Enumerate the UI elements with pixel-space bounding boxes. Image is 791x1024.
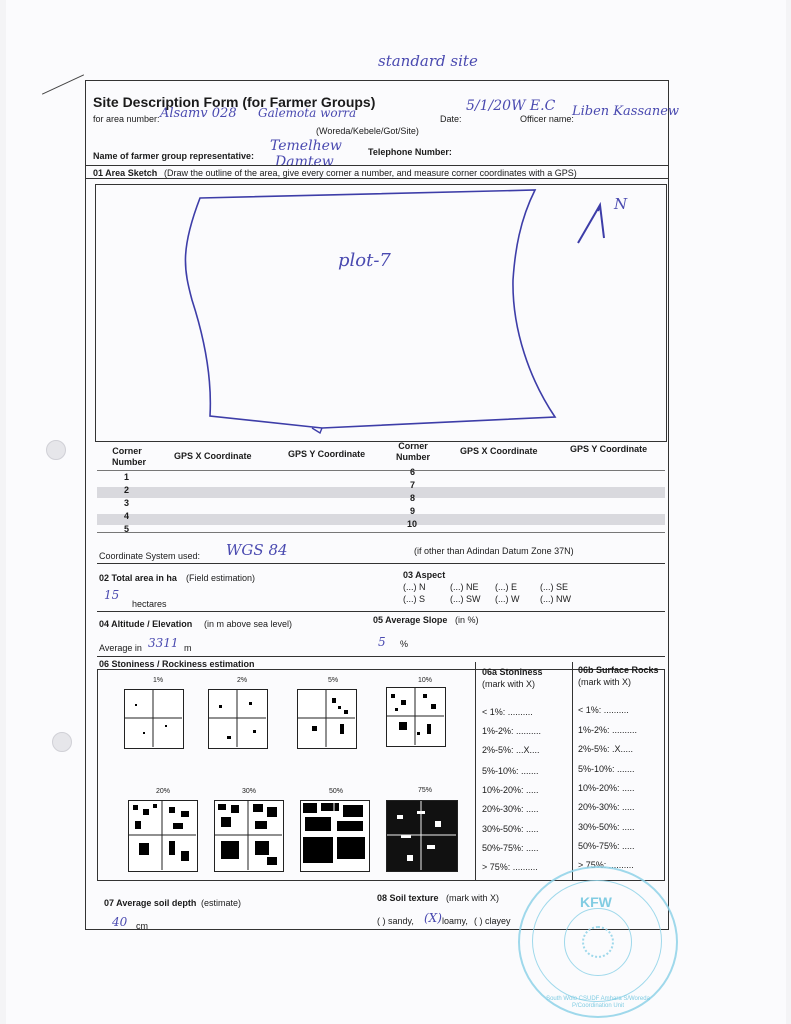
stoniness-image-5pct — [297, 689, 357, 749]
stoniness-image-1pct — [124, 689, 184, 749]
soil-texture-heading-note: (mark with X) — [446, 893, 500, 903]
coord-label: Coordinate System used: — [99, 551, 201, 561]
stoniness-image-10pct — [386, 687, 446, 747]
official-stamp — [518, 866, 678, 1018]
rep-value-2: Damtew — [275, 154, 334, 170]
date-value: 5/1/20W E.C — [466, 98, 556, 114]
area-number-value: Alsamv 028 — [160, 106, 237, 121]
col-a-opt[interactable]: < 1%: .......... — [482, 707, 533, 717]
phone-label: Telephone Number: — [368, 147, 452, 157]
aspect-sw[interactable]: (...) SW — [450, 594, 481, 604]
gpsx-header-left: GPS X Coordinate — [174, 451, 252, 461]
stamp-center: KFW — [580, 894, 612, 910]
top-note: standard site — [378, 52, 478, 70]
gpsy-header-right: GPS Y Coordinate — [570, 444, 648, 454]
texture-mark: (X) — [424, 911, 442, 925]
altitude-heading-note: (in m above sea level) — [204, 619, 293, 629]
gpsx-header-right: GPS X Coordinate — [460, 446, 538, 456]
table-row — [97, 514, 665, 525]
texture-clayey[interactable]: ( ) clayey — [474, 916, 511, 926]
coord-suffix: (if other than Adindan Datum Zone 37N) — [414, 546, 574, 556]
gpsy-header-left: GPS Y Coordinate — [288, 449, 366, 459]
altitude-unit: m — [184, 643, 192, 653]
soil-texture-heading: 08 Soil texture — [377, 893, 439, 903]
stoniness-heading: 06 Stoniness / Rockiness estimation — [99, 659, 255, 669]
area-unit: hectares — [132, 599, 167, 609]
corner-7: 7 — [410, 480, 416, 490]
slope-heading-note: (in %) — [455, 615, 479, 625]
corner-1: 1 — [124, 472, 130, 482]
soil-depth-heading-note: (estimate) — [201, 898, 242, 908]
img-label: 5% — [328, 677, 339, 684]
divider — [97, 563, 665, 564]
divider — [572, 662, 573, 881]
col-a-opt[interactable]: 5%-10%: ....... — [482, 766, 539, 776]
soil-depth-unit: cm — [136, 921, 148, 931]
col-a-opt[interactable]: 50%-75%: ..... — [482, 843, 539, 853]
img-label: 1% — [153, 677, 164, 684]
col-a-opt[interactable]: 10%-20%: ..... — [482, 785, 539, 795]
col-a-opt[interactable]: 30%-50%: ..... — [482, 824, 539, 834]
col-b-opt[interactable]: 10%-20%: ..... — [578, 783, 635, 793]
rep-label: Name of farmer group representative: — [93, 151, 255, 161]
img-label: 30% — [242, 788, 257, 795]
aspect-w[interactable]: (...) W — [495, 594, 520, 604]
officer-value: Liben Kassanew — [572, 104, 680, 119]
area-heading: 02 Total area in ha — [99, 573, 177, 583]
table-row — [97, 487, 665, 498]
col-b-opt[interactable]: 50%-75%: ..... — [578, 841, 635, 851]
img-label: 50% — [329, 788, 344, 795]
texture-loamy[interactable]: loamy, — [442, 916, 468, 926]
divider — [475, 662, 476, 881]
stoniness-image-20pct — [128, 800, 198, 872]
sketch-heading: 01 Area Sketch — [93, 168, 158, 178]
area-sublabel: (Woreda/Kebele/Got/Site) — [316, 126, 419, 136]
row-line — [97, 470, 665, 471]
stoniness-image-30pct — [214, 800, 284, 872]
col-a-sub: (mark with X) — [482, 679, 536, 689]
corner-4: 4 — [124, 511, 130, 521]
stamp-ring-text: South Wolo CSUDF Amhara S/Woreda P/Coordination Unit — [546, 996, 650, 1009]
divider — [97, 611, 665, 612]
img-label: 2% — [237, 677, 248, 684]
slope-unit: % — [400, 639, 409, 649]
col-a-heading: 06a Stoniness — [482, 667, 543, 677]
corner-3: 3 — [124, 498, 130, 508]
soil-depth-heading: 07 Average soil depth — [104, 898, 197, 908]
date-label: Date: — [440, 114, 462, 124]
stoniness-image-2pct — [208, 689, 268, 749]
officer-label: Officer name: — [520, 114, 574, 124]
slope-value: 5 — [378, 635, 386, 649]
img-label: 20% — [156, 788, 171, 795]
aspect-heading: 03 Aspect — [403, 570, 446, 580]
area-number-label: for area number: — [93, 114, 160, 124]
soil-depth-value: 40 — [112, 915, 128, 929]
altitude-value: 3311 — [148, 636, 179, 650]
aspect-n[interactable]: (...) N — [403, 582, 426, 592]
woreda-value: Galemota worra — [258, 106, 357, 120]
row-line — [97, 532, 665, 533]
aspect-e[interactable]: (...) E — [495, 582, 517, 592]
img-label: 10% — [418, 677, 433, 684]
col-b-opt[interactable]: < 1%: .......... — [578, 705, 629, 715]
slope-heading: 05 Average Slope — [373, 615, 448, 625]
altitude-heading: 04 Altitude / Elevation — [99, 619, 193, 629]
corner-2: 2 — [124, 485, 130, 495]
north-label: N — [614, 195, 628, 213]
divider — [97, 656, 665, 657]
altitude-average-label: Average in — [99, 643, 142, 653]
col-a-opt[interactable]: 1%-2%: .......... — [482, 726, 542, 736]
col-b-heading: 06b Surface Rocks — [578, 665, 659, 675]
corner-5: 5 — [124, 524, 130, 534]
sketch-instruction: (Draw the outline of the area, give every corner a number, and measure corner coordinates with a GPS) — [164, 168, 577, 178]
rep-value-1: Temelhew — [270, 138, 342, 154]
corner-6: 6 — [410, 467, 416, 477]
stoniness-image-50pct — [300, 800, 370, 872]
texture-sandy[interactable]: ( ) sandy, — [377, 916, 414, 926]
col-b-opt[interactable]: 2%-5%: .X..... — [578, 744, 634, 754]
corner-10: 10 — [407, 519, 418, 529]
col-a-opt[interactable]: 20%-30%: ..... — [482, 804, 539, 814]
col-b-opt[interactable]: > 75%: .......... — [578, 860, 634, 870]
aspect-s[interactable]: (...) S — [403, 594, 425, 604]
form-title: Site Description Form (for Farmer Groups) — [93, 94, 376, 110]
img-label: 75% — [418, 787, 433, 794]
coord-value: WGS 84 — [226, 541, 288, 559]
area-heading-note: (Field estimation) — [186, 573, 256, 583]
aspect-se[interactable]: (...) SE — [540, 582, 569, 592]
plot-label: plot-7 — [338, 250, 391, 271]
table-row — [97, 470, 665, 481]
col-b-opt[interactable]: 30%-50%: ..... — [578, 822, 635, 832]
col-a-opt[interactable]: > 75%: .......... — [482, 862, 538, 872]
corner-9: 9 — [410, 506, 416, 516]
aspect-nw[interactable]: (...) NW — [540, 594, 571, 604]
aspect-ne[interactable]: (...) NE — [450, 582, 479, 592]
col-b-sub: (mark with X) — [578, 677, 632, 687]
col-b-opt[interactable]: 20%-30%: ..... — [578, 802, 635, 812]
col-b-opt[interactable]: 5%-10%: ....... — [578, 764, 635, 774]
col-b-opt[interactable]: 1%-2%: .......... — [578, 725, 638, 735]
corner-8: 8 — [410, 493, 416, 503]
col-a-opt[interactable]: 2%-5%: ...X.... — [482, 745, 540, 755]
area-value: 15 — [104, 588, 120, 602]
stoniness-image-75pct — [386, 800, 458, 872]
corner-header-left: Corner Number — [112, 446, 147, 467]
corner-header-right: Corner Number — [396, 441, 431, 462]
